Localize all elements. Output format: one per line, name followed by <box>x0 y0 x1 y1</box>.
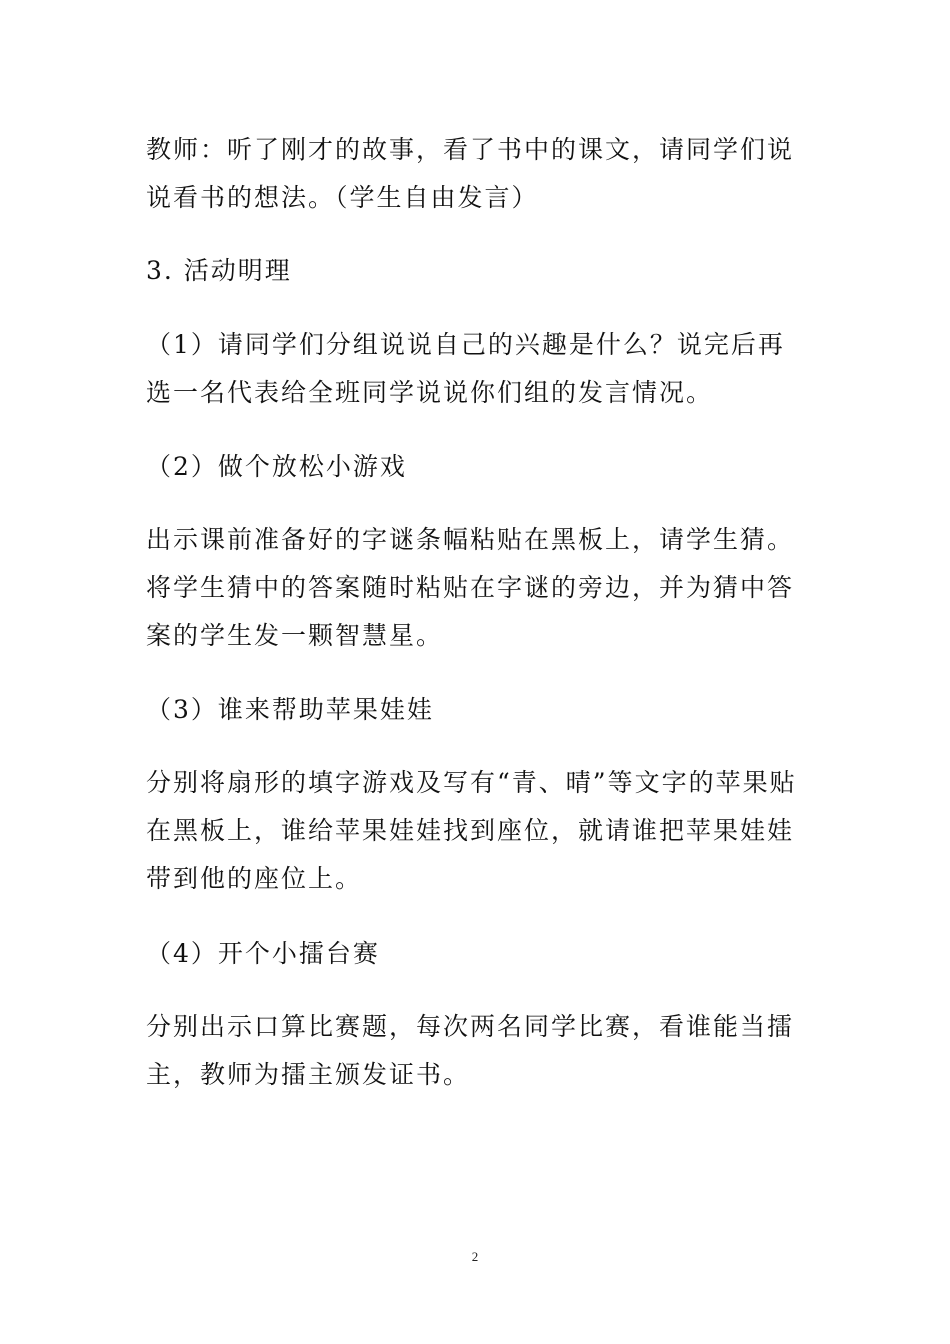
paragraph-item-4-heading: （4）开个小擂台赛 <box>146 939 380 968</box>
section-heading-activity: 3. 活动明理 <box>146 256 292 285</box>
paragraph-teacher-prompt: 教师：听了刚才的故事，看了书中的课文，请同学们说说看书的想法。（学生自由发言） <box>146 135 795 212</box>
paragraph-contest: 分别出示口算比赛题，每次两名同学比赛，看谁能当擂主，教师为擂主颁发证书。 <box>146 1012 795 1089</box>
paragraph-riddle-game: 出示课前准备好的字谜条幅粘贴在黑板上，请学生猜。将学生猜中的答案随时粘贴在字谜的旁边，并为猜中答案的学生发一颗智慧星。 <box>146 525 795 650</box>
paragraph-item-3-heading: （3）谁来帮助苹果娃娃 <box>146 695 434 724</box>
paragraph-item-2-heading: （2）做个放松小游戏 <box>146 452 407 481</box>
page-number: 2 <box>471 1249 479 1264</box>
paragraph-apple-game: 分别将扇形的填字游戏及写有“青、晴”等文字的苹果贴在黑板上，谁给苹果娃娃找到座位，就请谁把苹果娃娃带到他的座位上。 <box>146 768 797 893</box>
paragraph-item-1: （1）请同学们分组说说自己的兴趣是什么？说完后再选一名代表给全班同学说说你们组的发言情况。 <box>146 330 785 407</box>
